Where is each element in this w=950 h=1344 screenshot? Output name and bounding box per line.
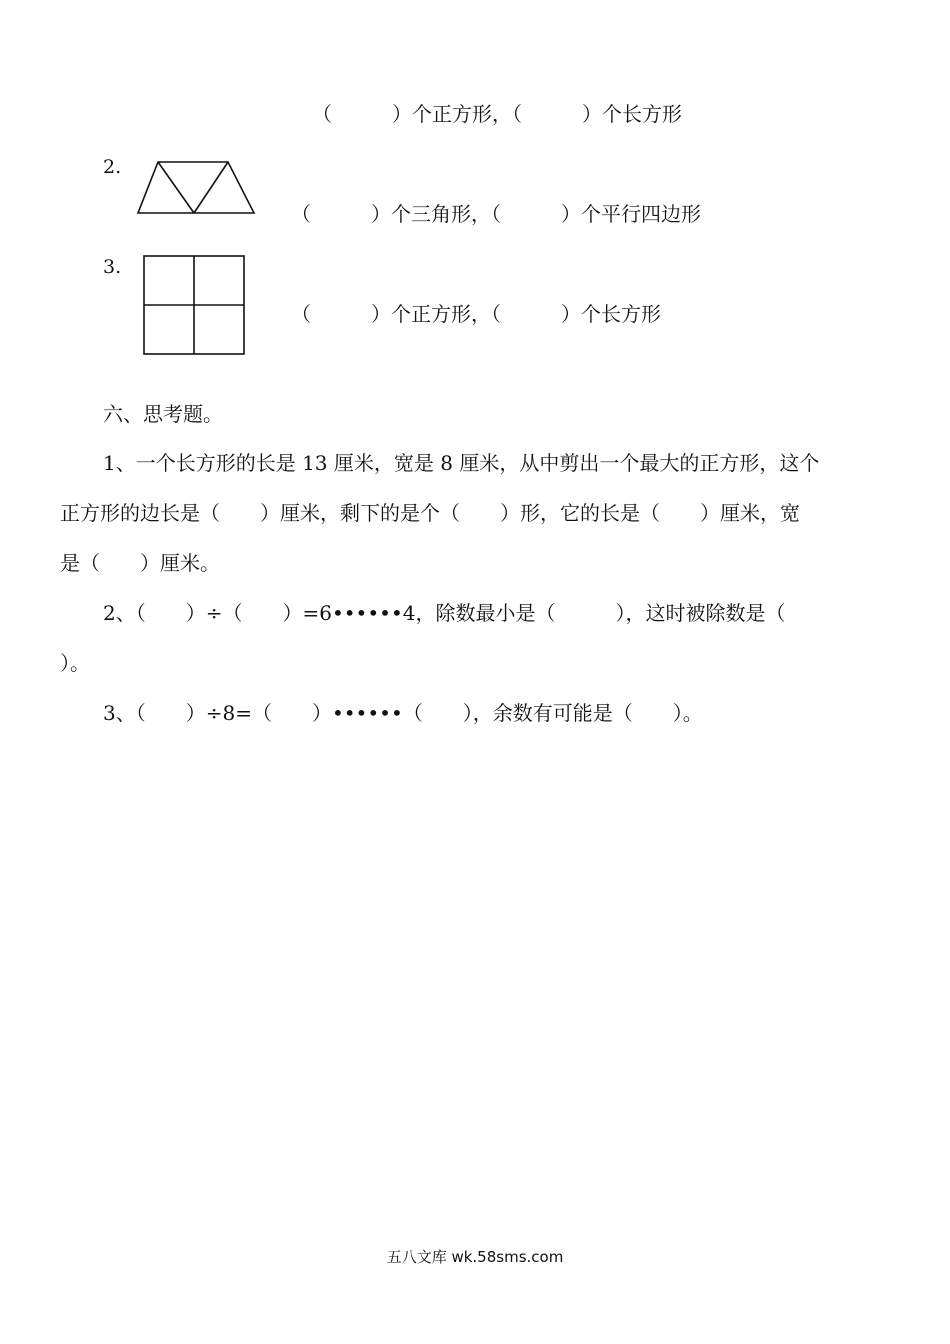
s6-p2-line1: 2、（ ）÷（ ）=6••••••4，除数最小是（ ），这时被除数是（ [103, 601, 786, 625]
q3-number: 3. [103, 256, 122, 278]
q1-answer-line: （ ）个正方形，（ ）个长方形 [312, 102, 682, 126]
q3-answer-line: （ ）个正方形，（ ）个长方形 [291, 302, 661, 326]
q2-number: 2. [103, 156, 122, 178]
s6-p1-line1: 1、一个长方形的长是 13 厘米，宽是 8 厘米，从中剪出一个最大的正方形，这个 [103, 451, 820, 475]
q2-answer-line: （ ）个三角形，（ ）个平行四边形 [291, 202, 701, 226]
s6-p2-line2: ）。 [60, 651, 90, 675]
q2-trapezoid-triangles-figure [136, 160, 256, 216]
q3-square-grid-figure [143, 255, 245, 355]
section6-title: 六、思考题。 [103, 402, 223, 426]
s6-p3-line1: 3、（ ）÷8=（ ）••••••（ ），余数有可能是（ ）。 [103, 701, 703, 725]
footer-watermark: 五八文库 wk.58sms.com [386, 1248, 564, 1266]
s6-p1-line2: 正方形的边长是（ ）厘米，剩下的是个（ ）形，它的长是（ ）厘米，宽 [60, 501, 800, 525]
s6-p1-line3: 是（ ）厘米。 [60, 551, 220, 575]
